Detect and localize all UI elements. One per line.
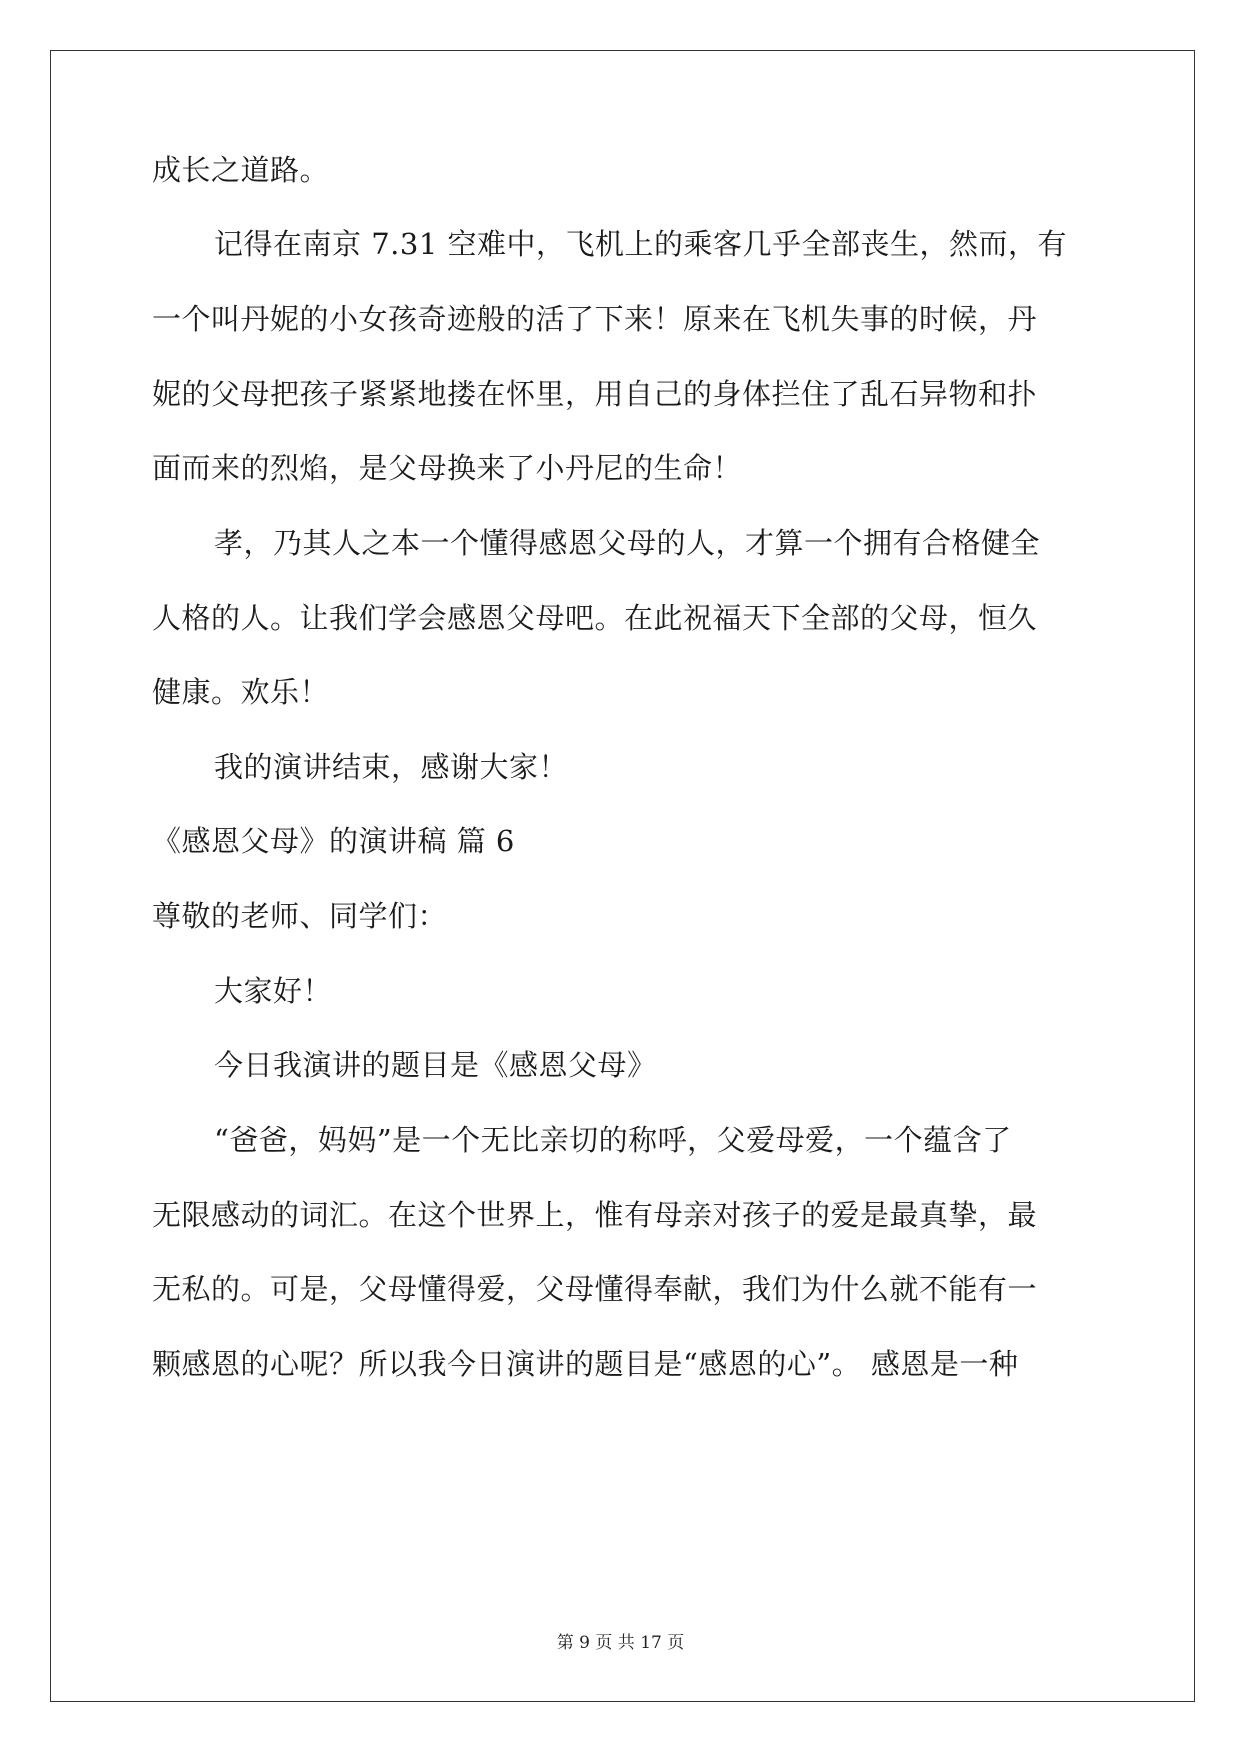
text-line: 妮的父母把孩子紧紧地搂在怀里，用自己的身体拦住了乱石异物和扑 [152, 377, 1038, 411]
page-number: 第 9 页 共 17 页 [556, 1633, 685, 1653]
salutation: 尊敬的老师、同学们： [152, 899, 448, 933]
text-line: 无私的。可是，父母懂得爱，父母懂得奉献，我们为什么就不能有一 [152, 1272, 1038, 1306]
paragraph-line: 今日我演讲的题目是《感恩父母》 [214, 1048, 657, 1082]
text-line: 颗感恩的心呢？所以我今日演讲的题目是“感恩的心”。 感恩是一种 [152, 1347, 1019, 1381]
text-line: 人格的人。让我们学会感恩父母吧。在此祝福天下全部的父母，恒久 [152, 601, 1038, 635]
text-line: 无限感动的词汇。在这个世界上，惟有母亲对孩子的爱是最真挚，最 [152, 1198, 1038, 1232]
page-border [50, 50, 1195, 1702]
paragraph-line: “爸爸，妈妈”是一个无比亲切的称呼，父爱母爱，一个蕴含了 [214, 1123, 1012, 1157]
paragraph-line: 我的演讲结束，感谢大家！ [214, 750, 569, 784]
paragraph-line: 记得在南京 7.31 空难中，飞机上的乘客几乎全部丧生，然而，有 [214, 227, 1068, 261]
text-line: 健康。欢乐！ [152, 675, 330, 709]
text-line: 一个叫丹妮的小女孩奇迹般的活了下来！原来在飞机失事的时候，丹 [152, 302, 1038, 336]
section-heading: 《感恩父母》的演讲稿 篇 6 [152, 824, 515, 858]
paragraph-line: 孝，乃其人之本一个懂得感恩父母的人，才算一个拥有合格健全 [214, 526, 1041, 560]
text-line: 成长之道路。 [152, 153, 330, 187]
greeting: 大家好！ [214, 974, 333, 1008]
text-line: 面而来的烈焰，是父母换来了小丹尼的生命！ [152, 451, 743, 485]
